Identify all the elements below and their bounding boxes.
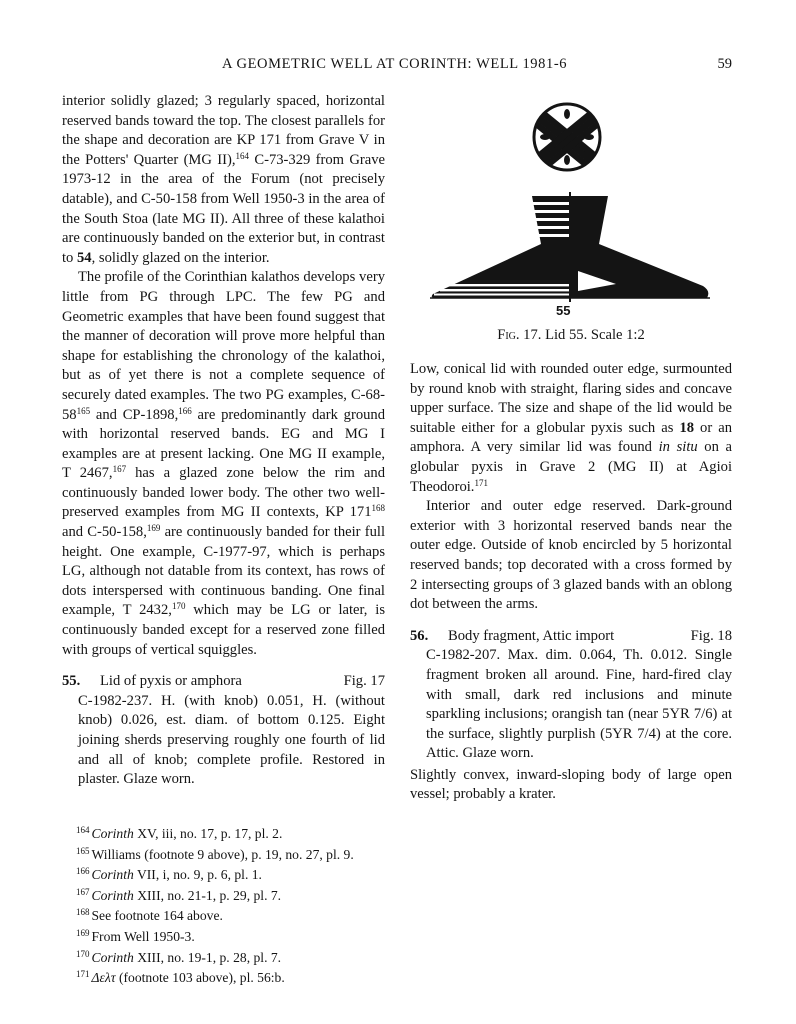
catalogue-ref-54: 54: [77, 249, 92, 266]
figure-lid-55: [428, 96, 713, 321]
entry-title: Lid of pyxis or amphora: [100, 673, 242, 690]
figure-reference[interactable]: Fig. 17: [343, 673, 385, 690]
right-column: [410, 360, 732, 805]
catalogue-entry-56-body: C-1982-207. Max. dim. 0.064, Th. 0.012. Single fragment broken all around. Fine, hard-fired clay with small, dark red inclusions and minute sparkling inclusions; orangish tan (near 5YR 7/6) at the surface, slightly purplish (5YR 7/4) at the core. Attic. Glaze worn.: [426, 647, 732, 762]
footnote-ref-166[interactable]: 166: [178, 405, 192, 416]
footnote-ref-167[interactable]: 167: [112, 464, 127, 475]
catalogue-entry-56-heading: [410, 627, 732, 647]
footnote: $^{164}$ Corinth XV, iii, no. 17, p. 17, pl. 2.: [76, 825, 283, 841]
footnotes: [62, 822, 402, 987]
footnote-ref-164[interactable]: 164: [235, 150, 250, 161]
footnote-ref-171[interactable]: 171: [474, 477, 488, 488]
footnote: $^{168}$ See footnote 164 above.: [76, 907, 223, 924]
paragraph-fragment-description: Slightly convex, inward-sloping body of large open vessel; probably a krater.: [410, 766, 732, 803]
footnote: $^{169}$ From Well 1950-3.: [76, 927, 195, 944]
paragraph-kalathos-profile: The profile of the Corinthian kalathos develops very little from PG through LPC. The few PG and Geometric examples that have been found suggest that the manner of decoration will prove more helpful than shape for establishing the chronology of the kalathoi, but as of yet there is not a complete sequence of securely dated examples. The two PG examples, $C-68-58^{165}$ and CP-1898,$^{166}$ are predominantly dark ground with horizontal reserved bands. EG and MG I examples are at present lacking. One MG II example, T 2467,$^{167}$ has a glazed zone below the rim and continuously banded lower body. The other two well-preserved examples from MG II contexts, KP $171^{168}$ and C-50-158,$^{169}$ are continuously banded for their full height. One example, C-1977-97, which is perhaps LG, although not datable from its context, has rows of dots interspersed with continuous banding. One final example, T 2432,$^{170}$ which may be LG or later, is continuously banded except for a reserved zone filled with groups of vertical squiggles.: [62, 269, 386, 658]
entry-number: 56.: [410, 627, 429, 644]
catalogue-entry-55-heading: [62, 672, 385, 692]
entry-number: 55.: [62, 673, 81, 690]
running-header: [62, 56, 732, 78]
paragraph-lid-description: Low, conical lid with rounded outer edge, surmounted by round knob with straight, flaring sides and concave upper surface. The size and shape of the lid would be suitable either for a globular pyxis such as 18 or an amphora. A very similar lid was found in situ on a globular pyxis in Grave 2 (MG II) at Agioi Theodoroi.$^{171}$: [410, 361, 732, 495]
footnote-ref-165[interactable]: 165: [76, 405, 91, 416]
figure-reference[interactable]: Fig. 18: [690, 627, 732, 644]
footnote: $^{165}$ Williams (footnote 9 above), p. 19, no. 27, pl. 9.: [76, 845, 354, 862]
figure-caption: Fig. 17. Lid 55. Scale 1:2: [497, 327, 645, 343]
footnote: $^{170}$ Corinth XIII, no. 19-1, p. 28, pl. 7.: [76, 948, 282, 965]
footnote: $^{167}$ Corinth XIII, no. 21-1, p. 29, pl. 7.: [76, 886, 282, 903]
paragraph-lid-decoration: Interior and outer edge reserved. Dark-ground exterior with 3 horizontal reserved bands near the outer edge. Outside of knob encircled by 5 horizontal reserved bands; top decorated with a cross formed by 2 intersecting groups of 3 glazed bands with an oblong dot between the arms.: [410, 498, 732, 613]
footnote: $^{166}$ Corinth VII, i, no. 9, p. 6, pl. 1.: [76, 866, 262, 883]
footnote: $^{171}$ Δελτ (footnote 103 above), pl. 56:b.: [76, 969, 285, 986]
lid-drawing: [428, 96, 713, 321]
figure-label: 55: [556, 303, 571, 318]
footnote-ref-170[interactable]: 170: [171, 601, 186, 612]
page-number: 59: [717, 56, 732, 72]
left-column: [62, 92, 385, 790]
catalogue-ref-18: 18: [679, 419, 695, 436]
entry-title: Body fragment, Attic import: [448, 627, 615, 644]
knob-top-view: [523, 97, 611, 185]
catalogue-entry-55-body: C-1982-237. H. (with knob) 0.051, H. (without knob) 0.026, est. diam. of bottom 0.125. Eight joining sherds preserving roughly one fourth of lid and all of knob; complete profile. Restored in plaster. Glaze worn.: [78, 692, 385, 788]
footnote-ref-169[interactable]: 169: [146, 523, 161, 534]
paragraph-kalathoi-parallels: interior solidly glazed; 3 regularly spaced, horizontal reserved bands toward the top. The closest parallels for the shape and decoration are KP 171 from Grave V in the Potters' Quarter (MG II),$^{164}$ C-73-329 from Grave 1973-12 in the area of the Forum (not precisely datable), and C-50-158 from Well 1950-3 in the area of the South Stoa (late MG II). All three of these kalathoi are continuously banded on the exterior but, in contrast to 54, solidly glazed on the interior.: [62, 93, 386, 266]
footnote-ref-168[interactable]: 168: [371, 503, 385, 514]
running-title: A GEOMETRIC WELL AT CORINTH: WELL 1981-6: [222, 56, 568, 72]
